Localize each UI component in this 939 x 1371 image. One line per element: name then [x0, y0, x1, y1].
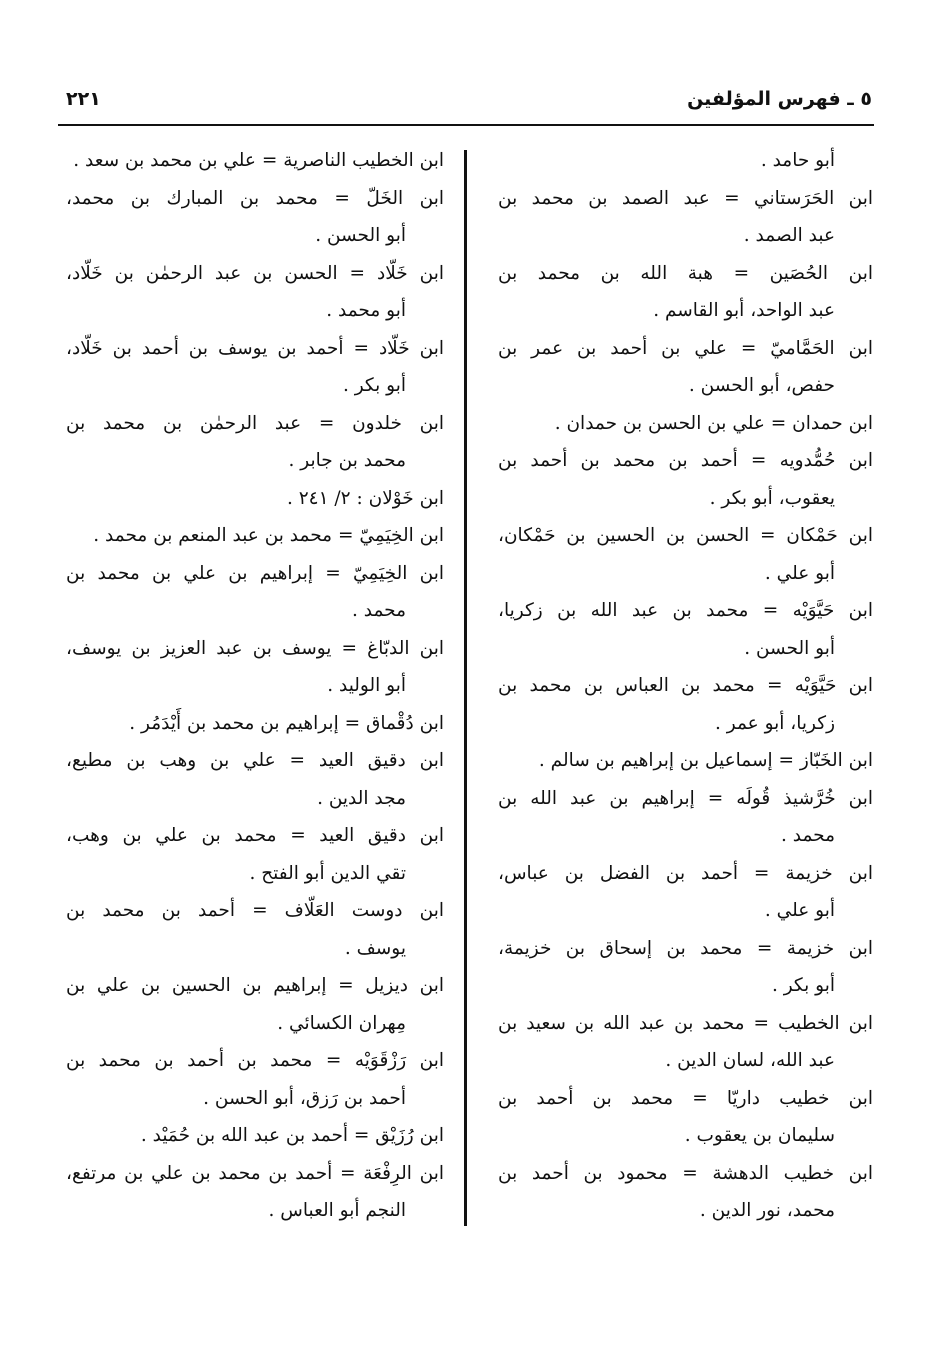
- entry-continuation-line: أبو علي .: [764, 562, 835, 584]
- header-title: ٥ ـ فهرس المؤلفين: [687, 88, 872, 110]
- entry-continuation-line: محمد بن جابر .: [288, 450, 406, 471]
- entry-line: ابن خُرَّشيذ قُولَه = إبراهيم بن عبد الله بن: [498, 787, 873, 809]
- column-divider: [464, 150, 467, 1226]
- entry-continuation-line: تقي الدين أبو الفتح .: [249, 862, 406, 884]
- entry-continuation-line: محمد، نور الدين .: [699, 1200, 835, 1221]
- entry-line: ابن خَلّاد = الحسن بن عبد الرحمٰن بن خَلّاد،: [66, 262, 444, 284]
- entry-continuation-line: مجد الدين .: [317, 787, 406, 809]
- entry-line: ابن حُمُّدويه = أحمد بن محمد بن أحمد بن: [498, 450, 873, 471]
- entry-continuation-line: أبو محمد .: [326, 300, 406, 321]
- entry-continuation-line: زكريا، أبو عمر .: [714, 712, 835, 734]
- entry-line: ابن دقيق العيد = محمد بن علي بن وهب،: [66, 825, 444, 846]
- entry-line: ابن خطيب الدهشة = محمود بن أحمد بن: [498, 1162, 873, 1184]
- entry-line: ابن الحَرَستاني = عبد الصمد بن محمد بن: [498, 187, 873, 209]
- entry-line: ابن دقيق العيد = علي بن وهب بن مطيع،: [66, 750, 444, 771]
- entry-line: ابن الدبّاغ = يوسف بن عبد العزيز بن يوسف،: [66, 637, 444, 659]
- entry-continuation-line: أبو علي .: [764, 900, 835, 921]
- entry-continuation-line: أبو حامد .: [760, 150, 835, 171]
- entry-line: ابن دوست العَلّاف = أحمد بن محمد بن: [66, 900, 444, 921]
- entry-line: ابن الخطيب = محمد بن عبد الله بن سعيد بن: [498, 1012, 873, 1034]
- header-rule: [58, 124, 874, 126]
- entry-line: ابن حَمْكان = الحسن بن الحسين بن حَمْكان،: [498, 525, 873, 546]
- entry-continuation-line: عبد الصمد .: [743, 225, 835, 246]
- entry-continuation-line: حفص، أبو الحسن .: [688, 375, 835, 396]
- entry-line: ابن الخِيَمِيّ = محمد بن عبد المنعم بن محمد .: [93, 525, 444, 546]
- entry-line: ابن حَيَّوَيْه = محمد بن عبد الله بن زكريا،: [498, 600, 873, 621]
- entry-line: ابن الحَمَّاميّ = علي بن أحمد بن عمر بن: [498, 337, 873, 359]
- right-column: [498, 142, 873, 1230]
- entry-continuation-line: سليمان بن يعقوب .: [684, 1125, 835, 1146]
- entry-line: ابن خزيمة = أحمد بن الفضل بن عباس،: [498, 862, 873, 884]
- entry-continuation-line: عبد الله، لسان الدين .: [665, 1050, 835, 1071]
- entry-line: ابن الرِفْعَة = أحمد بن محمد بن علي بن مرتفع،: [66, 1162, 444, 1184]
- left-column: [66, 142, 444, 1230]
- entry-line: ابن حَيَّوَيْه = محمد بن العباس بن محمد بن: [498, 675, 873, 696]
- entry-line: ابن الخَلّ = محمد بن المبارك بن محمد،: [66, 187, 444, 209]
- entry-line: ابن دُقْماق = إبراهيم بن محمد بن أَيْدَمُر .: [129, 712, 444, 734]
- entry-continuation-line: محمد .: [351, 600, 406, 621]
- entry-line: ابن الخطيب الناصرية = علي بن محمد بن سعد .: [73, 150, 444, 171]
- entry-line: ابن خَلّاد = أحمد بن يوسف بن أحمد بن خَلّاد،: [66, 337, 444, 359]
- entry-line: ابن خلدون = عبد الرحمٰن بن محمد بن: [66, 412, 444, 434]
- entry-continuation-line: أبو بكر .: [342, 375, 406, 396]
- entry-line: ابن خزيمة = محمد بن إسحاق بن خزيمة،: [498, 937, 873, 959]
- entry-line: ابن الخِيَمِيّ = إبراهيم بن علي بن محمد بن: [66, 562, 444, 584]
- entry-line: ابن حمدان = علي بن الحسن بن حمدان .: [554, 412, 873, 434]
- entry-line: ابن الخَبّاز = إسماعيل بن إبراهيم بن سالم .: [538, 750, 873, 771]
- entry-continuation-line: يعقوب، أبو بكر .: [709, 487, 835, 509]
- entry-continuation-line: أبو الوليد .: [327, 675, 406, 696]
- entry-line: ابن خَوْلان : ٢/ ٢٤١ .: [286, 487, 444, 509]
- entry-continuation-line: مِهران الكسائي .: [277, 1012, 406, 1034]
- entry-continuation-line: عبد الواحد، أبو القاسم .: [653, 300, 835, 321]
- page-header: [60, 84, 872, 124]
- entry-continuation-line: أبو الحسن .: [315, 225, 406, 246]
- entry-line: ابن خطيب داريّا = محمد بن أحمد بن: [498, 1087, 873, 1109]
- entry-continuation-line: محمد .: [780, 825, 835, 846]
- entry-line: ابن رَزْقَوَيْه = محمد بن أحمد بن محمد بن: [66, 1050, 444, 1071]
- entry-line: ابن الحُصَين = هبة الله بن محمد بن: [498, 262, 873, 284]
- entry-continuation-line: أبو بكر .: [771, 975, 835, 996]
- entry-continuation-line: يوسف .: [344, 937, 406, 959]
- entry-continuation-line: أبو الحسن .: [744, 637, 835, 659]
- entry-line: ابن رُزَيْق = أحمد بن عبد الله بن حُمَيْد .: [140, 1125, 444, 1146]
- entry-line: ابن ديزيل = إبراهيم بن الحسين بن علي بن: [66, 975, 444, 996]
- entry-continuation-line: أحمد بن رَزق، أبو الحسن .: [203, 1087, 406, 1109]
- entry-continuation-line: النجم أبو العباس .: [268, 1200, 406, 1221]
- page-number: ٢٢١: [66, 88, 101, 110]
